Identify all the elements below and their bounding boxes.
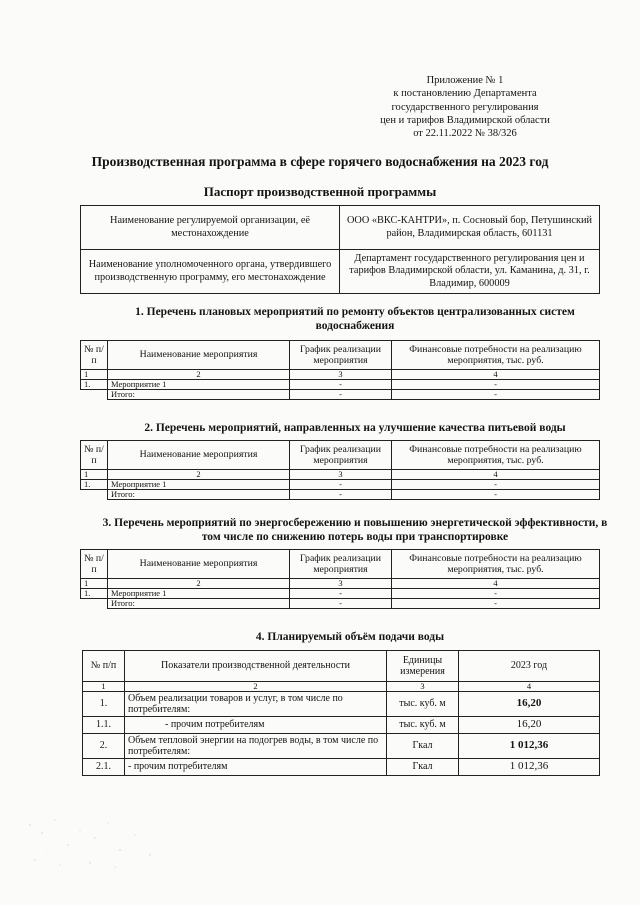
row-num: 1.1.	[83, 717, 125, 734]
total-row	[81, 490, 600, 500]
table-header-row	[83, 651, 600, 682]
header-finance: Финансовые потребности на реализацию мероприятия, тыс. руб.	[392, 550, 600, 579]
row-finance: -	[392, 380, 600, 390]
passport-label: Наименование уполномоченного органа, утвердившего производственную программу, его местонахождение	[81, 250, 340, 294]
index-row	[81, 470, 600, 480]
row-schedule: -	[290, 480, 392, 490]
header-schedule: График реализации мероприятия	[290, 441, 392, 470]
table-row	[83, 734, 600, 759]
index-row	[81, 370, 600, 380]
row-name: - прочим потребителям	[125, 759, 387, 776]
header-num: № п/п	[81, 550, 108, 579]
row-schedule: -	[290, 380, 392, 390]
index-cell: 1	[81, 579, 108, 589]
row-name: - прочим потребителям	[125, 717, 387, 734]
header-indicator: Показатели производственной деятельности	[125, 651, 387, 682]
header-name: Наименование мероприятия	[108, 550, 290, 579]
volume-table	[82, 650, 600, 776]
row-value: 1 012,36	[459, 734, 600, 759]
header-num: № п/п	[81, 341, 108, 370]
total-finance: -	[392, 490, 600, 500]
total-label: Итого:	[108, 390, 290, 400]
row-unit: Гкал	[387, 759, 459, 776]
header-finance: Финансовые потребности на реализацию мероприятия, тыс. руб.	[392, 341, 600, 370]
appendix-line: к постановлению Департамента	[393, 88, 537, 100]
row-num: 2.1.	[83, 759, 125, 776]
row-num: 1.	[81, 480, 108, 490]
row-num: 1.	[81, 589, 108, 599]
passport-table	[80, 205, 600, 294]
row-finance: -	[392, 480, 600, 490]
row-name: Мероприятие 1	[108, 480, 290, 490]
row-num: 2.	[83, 734, 125, 759]
total-row	[81, 599, 600, 609]
row-finance: -	[392, 589, 600, 599]
index-row	[83, 682, 600, 692]
header-num: № п/п	[83, 651, 125, 682]
row-name: Мероприятие 1	[108, 589, 290, 599]
index-cell: 2	[108, 579, 290, 589]
total-label: Итого:	[108, 490, 290, 500]
section-2-title: 2. Перечень мероприятий, направленных на улучшение качества питьевой воды	[144, 422, 566, 434]
table-row	[83, 717, 600, 734]
section-2-table	[80, 440, 600, 500]
index-cell: 4	[392, 370, 600, 380]
passport-value: ООО «ВКС-КАНТРИ», п. Сосновый бор, Петушинский район, Владимирская область, 601131	[340, 206, 600, 250]
index-cell: 4	[392, 579, 600, 589]
row-name: Мероприятие 1	[108, 380, 290, 390]
index-cell: 1	[81, 470, 108, 480]
index-cell: 2	[125, 682, 387, 692]
section-4-title: 4. Планируемый объём подачи воды	[255, 631, 445, 643]
index-row	[81, 579, 600, 589]
index-cell: 3	[290, 470, 392, 480]
table-row	[81, 206, 600, 250]
table-row	[81, 250, 600, 294]
header-unit: Единицы измерения	[387, 651, 459, 682]
scan-noise-decoration	[20, 805, 180, 880]
table-header-row	[81, 550, 600, 579]
row-name: Объем тепловой энергии на подогрев воды, в том числе по потребителям:	[125, 734, 387, 759]
index-cell: 4	[459, 682, 600, 692]
header-schedule: График реализации мероприятия	[290, 550, 392, 579]
index-cell: 3	[387, 682, 459, 692]
section-1-table	[80, 340, 600, 400]
total-finance: -	[392, 599, 600, 609]
table-header-row	[81, 341, 600, 370]
table-header-row	[81, 441, 600, 470]
section-3-title: 3. Перечень мероприятий по энергосбережению и повышению энергетической эффективности, в том числе по снижению потерь воды при транспортировке	[102, 517, 608, 543]
row-value: 16,20	[459, 717, 600, 734]
header-num: № п/п	[81, 441, 108, 470]
header-schedule: График реализации мероприятия	[290, 341, 392, 370]
passport-label: Наименование регулируемой организации, её местонахождение	[81, 206, 340, 250]
row-unit: тыс. куб. м	[387, 692, 459, 717]
total-row	[81, 390, 600, 400]
row-value: 16,20	[459, 692, 600, 717]
appendix-line: цен и тарифов Владимирской области	[380, 114, 550, 126]
row-value: 1 012,36	[459, 759, 600, 776]
document-title: Производственная программа в сфере горячего водоснабжения на 2023 год	[91, 154, 549, 169]
section-1-title: 1. Перечень плановых мероприятий по ремонту объектов централизованных систем водоснабжения	[135, 306, 575, 332]
row-unit: тыс. куб. м	[387, 717, 459, 734]
index-cell: 4	[392, 470, 600, 480]
table-row	[81, 589, 600, 599]
index-cell: 3	[290, 579, 392, 589]
table-row	[81, 380, 600, 390]
row-unit: Гкал	[387, 734, 459, 759]
total-schedule: -	[290, 490, 392, 500]
appendix-line: государственного регулирования	[391, 101, 539, 113]
appendix-block	[352, 74, 578, 140]
row-num: 1.	[81, 380, 108, 390]
header-name: Наименование мероприятия	[108, 441, 290, 470]
passport-title: Паспорт производственной программы	[203, 184, 437, 199]
table-row	[81, 480, 600, 490]
index-cell: 3	[290, 370, 392, 380]
table-row	[83, 692, 600, 717]
row-num: 1.	[83, 692, 125, 717]
table-row	[83, 759, 600, 776]
header-finance: Финансовые потребности на реализацию мероприятия, тыс. руб.	[392, 441, 600, 470]
index-cell: 2	[108, 470, 290, 480]
header-year: 2023 год	[459, 651, 600, 682]
header-name: Наименование мероприятия	[108, 341, 290, 370]
total-finance: -	[392, 390, 600, 400]
appendix-line: Приложение № 1	[426, 75, 504, 86]
total-schedule: -	[290, 599, 392, 609]
index-cell: 1	[83, 682, 125, 692]
index-cell: 2	[108, 370, 290, 380]
row-schedule: -	[290, 589, 392, 599]
appendix-line: от 22.11.2022 № 38/326	[413, 128, 517, 140]
passport-value: Департамент государственного регулирования цен и тарифов Владимирской области, ул. Каманина, д. 31, г. Владимир, 600009	[340, 250, 600, 294]
total-schedule: -	[290, 390, 392, 400]
section-3-table	[80, 549, 600, 609]
row-name: Объем реализации товаров и услуг, в том числе по потребителям:	[125, 692, 387, 717]
index-cell: 1	[81, 370, 108, 380]
total-label: Итого:	[108, 599, 290, 609]
